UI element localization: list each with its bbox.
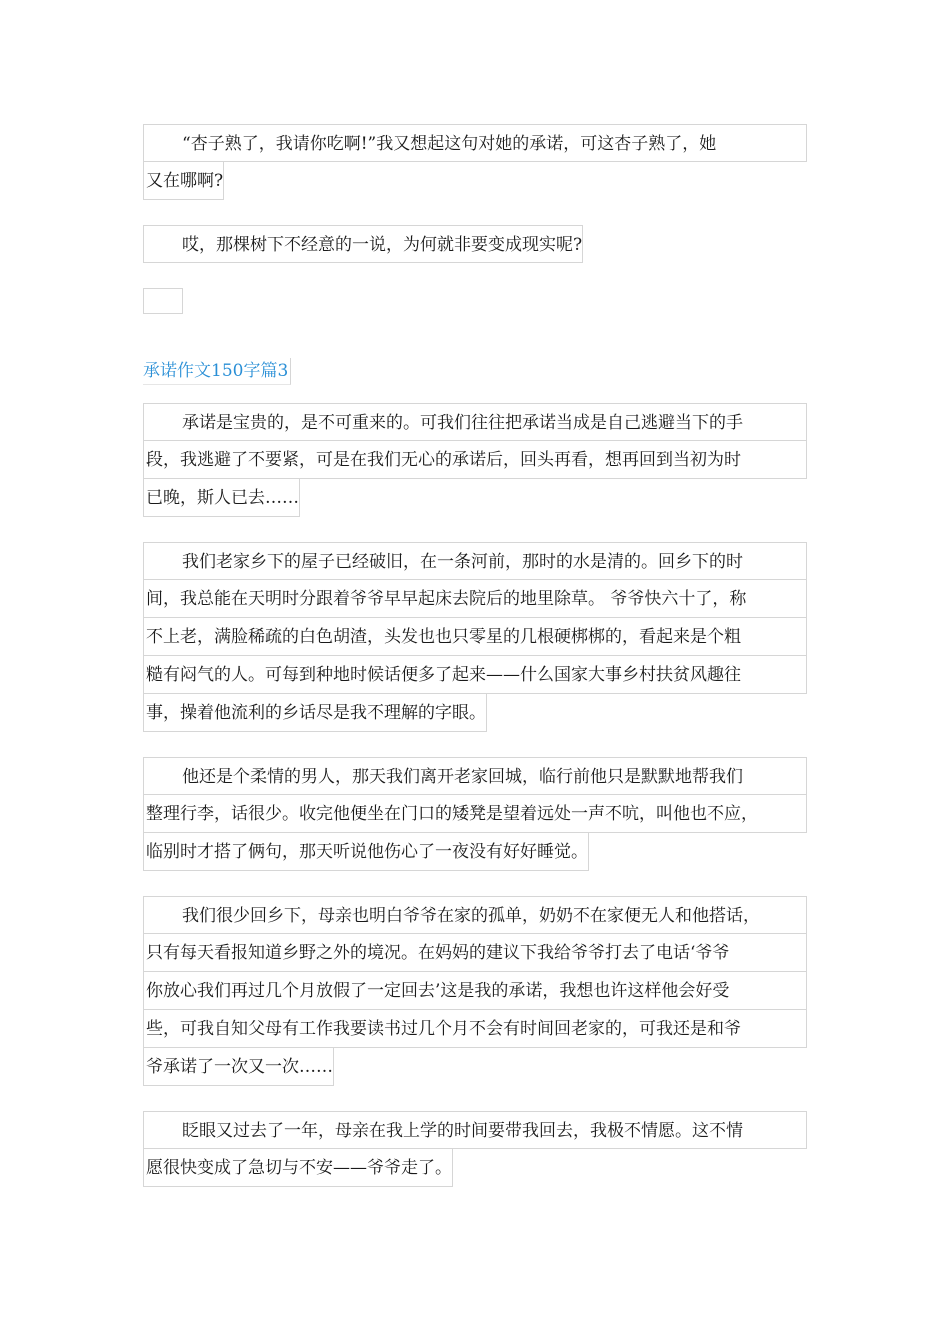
document-page xyxy=(143,124,807,1192)
paragraph-line: 你放心我们再过几个月放假了一定回去’这是我的承诺，我想也许这样他会好受 xyxy=(143,972,807,1010)
paragraph-line: 愿很快变成了急切与不安——爷爷走了。 xyxy=(143,1149,453,1187)
paragraph-line: 已晚，斯人已去…… xyxy=(143,479,300,517)
paragraph xyxy=(143,403,807,522)
paragraph xyxy=(143,542,807,737)
section-heading xyxy=(143,358,807,385)
paragraph-line: 糙有闷气的人。可每到种地时候话便多了起来——什么国家大事乡村扶贫风趣往 xyxy=(143,656,807,694)
paragraph-line: 我们老家乡下的屋子已经破旧，在一条河前，那时的水是清的。回乡下的时 xyxy=(143,542,807,580)
paragraph xyxy=(143,757,807,876)
paragraph-line: 他还是个柔情的男人，那天我们离开老家回城，临行前他只是默默地帮我们 xyxy=(143,757,807,795)
paragraph-line: 些，可我自知父母有工作我要读书过几个月不会有时间回老家的，可我还是和爷 xyxy=(143,1010,807,1048)
paragraph-line: 爷承诺了一次又一次…… xyxy=(143,1048,334,1086)
paragraph xyxy=(143,896,807,1091)
paragraph-line: “杏子熟了，我请你吃啊!”我又想起这句对她的承诺，可这杏子熟了，她 xyxy=(143,124,807,162)
section-heading-text: 承诺作文150字篇3 xyxy=(143,358,291,385)
paragraph-line: 段，我逃避了不要紧，可是在我们无心的承诺后，回头再看，想再回到当初为时 xyxy=(143,441,807,479)
paragraph-line: 哎，那棵树下不经意的一说，为何就非要变成现实呢? xyxy=(143,225,583,263)
paragraph-line: 整理行李，话很少。收完他便坐在门口的矮凳是望着远处一声不吭，叫他也不应， xyxy=(143,795,807,833)
paragraph-line: 我们很少回乡下，母亲也明白爷爷在家的孤单，奶奶不在家便无人和他搭话， xyxy=(143,896,807,934)
paragraph-line: 承诺是宝贵的，是不可重来的。可我们往往把承诺当成是自己逃避当下的手 xyxy=(143,403,807,441)
paragraph-line: 眨眼又过去了一年，母亲在我上学的时间要带我回去，我极不情愿。这不情 xyxy=(143,1111,807,1149)
paragraph xyxy=(143,124,807,205)
paragraph-line: 不上老，满脸稀疏的白色胡渣，头发也也只零星的几根硬梆梆的，看起来是个粗 xyxy=(143,618,807,656)
empty-paragraph-box xyxy=(143,288,183,314)
paragraph-line: 又在哪啊? xyxy=(143,162,224,200)
paragraph xyxy=(143,225,807,268)
paragraph xyxy=(143,1111,807,1192)
paragraph-line: 间，我总能在天明时分跟着爷爷早早起床去院后的地里除草。 爷爷快六十了，称 xyxy=(143,580,807,618)
paragraph-line: 事，操着他流利的乡话尽是我不理解的字眼。 xyxy=(143,694,487,732)
paragraph-line: 只有每天看报知道乡野之外的境况。在妈妈的建议下我给爷爷打去了电话‘爷爷 xyxy=(143,934,807,972)
paragraph-line: 临别时才搭了俩句，那天听说他伤心了一夜没有好好睡觉。 xyxy=(143,833,589,871)
